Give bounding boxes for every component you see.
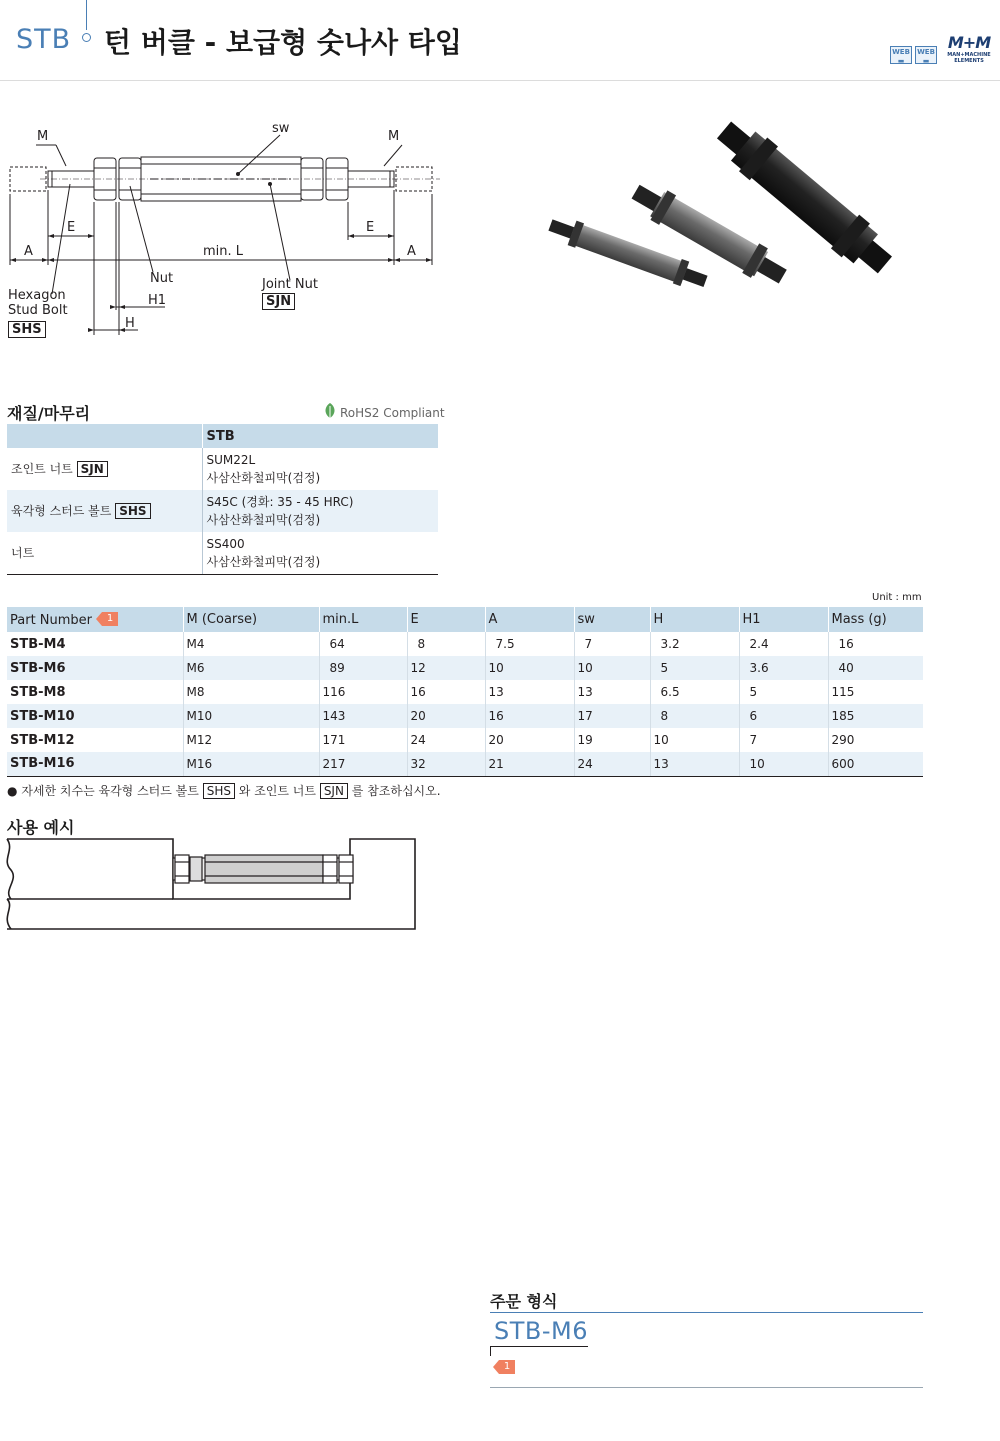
cell-sw: 10 [574, 656, 650, 680]
order-code-underline [490, 1346, 588, 1347]
cell-min-l: 89 [319, 656, 407, 680]
cell-mass: 40 [828, 656, 923, 680]
logo-mark: M+M [947, 33, 991, 52]
material-row [7, 490, 438, 532]
cell-h: 10 [650, 728, 739, 752]
label-min-l: min. L [203, 244, 244, 259]
material-row [7, 532, 438, 574]
cell-sw: 17 [574, 704, 650, 728]
cell-part-number: STB-M16 [7, 752, 183, 776]
chip-sjn: SJN [77, 461, 108, 477]
cell-h1: 10 [739, 752, 828, 776]
cell-e: 12 [407, 656, 485, 680]
chip-sjn: SJN [262, 293, 295, 310]
web-badge[interactable]: WEB ▬ [915, 46, 937, 64]
chip-shs: SHS [115, 503, 150, 519]
col-a: A [485, 607, 574, 632]
header-dot-icon [82, 33, 91, 42]
col-min-l: min.L [319, 607, 407, 632]
cell-mass: 115 [828, 680, 923, 704]
cell-min-l: 143 [319, 704, 407, 728]
cell-m: M12 [183, 728, 319, 752]
cell-h: 13 [650, 752, 739, 776]
table-row [7, 656, 923, 680]
product-photo [540, 115, 920, 305]
label-hexagon-stud-bolt [8, 288, 68, 318]
cell-a: 13 [485, 680, 574, 704]
cell-sw: 13 [574, 680, 650, 704]
product-code: STB [16, 24, 72, 55]
cell-h: 6.5 [650, 680, 739, 704]
label-e-right: E [366, 220, 375, 235]
label-m-left: M [37, 129, 49, 144]
cell-mass: 185 [828, 704, 923, 728]
cell-min-l: 217 [319, 752, 407, 776]
cell-sw: 7 [574, 632, 650, 656]
cell-min-l: 116 [319, 680, 407, 704]
cell-h: 5 [650, 656, 739, 680]
cell-m: M6 [183, 656, 319, 680]
col-sw: sw [574, 607, 650, 632]
col-h1: H1 [739, 607, 828, 632]
cell-h1: 3.6 [739, 656, 828, 680]
table-row [7, 728, 923, 752]
unit-label: Unit : mm [872, 592, 922, 603]
cell-e: 32 [407, 752, 485, 776]
material-row-label: 육각형 스터드 볼트 SHS [7, 490, 202, 532]
cell-e: 20 [407, 704, 485, 728]
chip-shs: SHS [203, 783, 235, 799]
footnote-text: 와 조인트 너트 [238, 784, 316, 798]
cell-a: 20 [485, 728, 574, 752]
usage-title: 사용 예시 [7, 818, 75, 837]
material-row-label: 너트 [7, 532, 202, 574]
brand-logo [942, 34, 996, 68]
label-hex-line1: Hexagon [8, 288, 66, 303]
cell-m: M16 [183, 752, 319, 776]
col-mass: Mass (g) [828, 607, 923, 632]
table-row [7, 752, 923, 776]
leaf-icon [322, 402, 338, 420]
label-a-left: A [24, 244, 33, 259]
col-e: E [407, 607, 485, 632]
material-row-value: S45C (경화: 35 - 45 HRC) 사삼산화철피막(검정) [202, 490, 438, 532]
usage-diagram [5, 835, 420, 935]
table-row [7, 704, 923, 728]
col-h: H [650, 607, 739, 632]
cell-a: 10 [485, 656, 574, 680]
col-m: M (Coarse) [183, 607, 319, 632]
label-nut: Nut [150, 271, 174, 286]
logo-text: MAN+MACHINE ELEMENTS [947, 52, 991, 64]
cell-h1: 7 [739, 728, 828, 752]
material-title: 재질/마무리 [7, 404, 91, 423]
cell-m: M10 [183, 704, 319, 728]
material-row-label: 조인트 너트 SJN [7, 448, 202, 490]
order-title: 주문 형식 [490, 1292, 558, 1311]
table-row [7, 680, 923, 704]
page-title: 턴 버클 - 보급형 숫나사 타입 [104, 26, 462, 59]
order-code-tick [490, 1346, 491, 1356]
cell-h1: 2.4 [739, 632, 828, 656]
order-bottom-divider [490, 1387, 923, 1388]
flag-icon: 1 [96, 612, 118, 626]
material-header-stb: STB [202, 424, 438, 448]
rohs-label: RoHS2 Compliant [340, 406, 445, 420]
header-divider [0, 80, 1000, 81]
cell-e: 8 [407, 632, 485, 656]
order-divider [490, 1312, 923, 1313]
order-code: STB-M6 [494, 1317, 588, 1345]
cell-h: 8 [650, 704, 739, 728]
flag-icon: 1 [493, 1360, 515, 1374]
cell-min-l: 171 [319, 728, 407, 752]
cell-a: 7.5 [485, 632, 574, 656]
material-table [7, 424, 438, 575]
label-joint-nut: Joint Nut [262, 277, 318, 292]
cell-mass: 290 [828, 728, 923, 752]
cell-part-number: STB-M10 [7, 704, 183, 728]
cell-part-number: STB-M12 [10, 732, 75, 748]
material-row [7, 448, 438, 490]
cell-m: M8 [183, 680, 319, 704]
chip-sjn: SJN [320, 783, 348, 799]
cell-h: 3.2 [650, 632, 739, 656]
cell-a: 16 [485, 704, 574, 728]
cell-sw: 24 [574, 752, 650, 776]
label-m-right: M [388, 129, 400, 144]
label-e-left: E [67, 220, 76, 235]
footnote [7, 782, 441, 799]
cell-sw: 19 [574, 728, 650, 752]
bullet-icon: ● [7, 784, 18, 798]
cell-h1: 5 [739, 680, 828, 704]
spec-table [7, 607, 923, 777]
cell-mass: 16 [828, 632, 923, 656]
cell-h1: 6 [739, 704, 828, 728]
label-h1: H1 [148, 293, 167, 308]
label-sw: sw [272, 121, 290, 136]
cell-part-number: STB-M8 [10, 684, 66, 700]
col-part-number: Part Number 1 [7, 607, 183, 632]
table-row [7, 632, 923, 656]
cell-min-l: 64 [319, 632, 407, 656]
material-header-empty [7, 424, 202, 448]
cell-part-number: STB-M6 [7, 656, 183, 680]
material-row-value: SS400 사삼산화철피막(검정) [202, 532, 438, 574]
label-hex-line2: Stud Bolt [8, 303, 68, 318]
label-h: H [125, 316, 135, 331]
chip-shs: SHS [8, 321, 46, 338]
web-badge[interactable]: WEB ▬ [890, 46, 912, 64]
cell-m: M4 [183, 632, 319, 656]
cell-part-number: STB-M4 [10, 636, 66, 652]
cell-a: 21 [485, 752, 574, 776]
footnote-text: 자세한 치수는 육각형 스터드 볼트 [21, 784, 199, 798]
footnote-text: 를 참조하십시오. [351, 784, 441, 798]
material-row-value: SUM22L 사삼산화철피막(검정) [202, 448, 438, 490]
label-a-right: A [407, 244, 416, 259]
cell-e: 24 [407, 728, 485, 752]
header-accent-line [86, 0, 87, 30]
cell-mass: 600 [828, 752, 923, 776]
cell-e: 16 [407, 680, 485, 704]
